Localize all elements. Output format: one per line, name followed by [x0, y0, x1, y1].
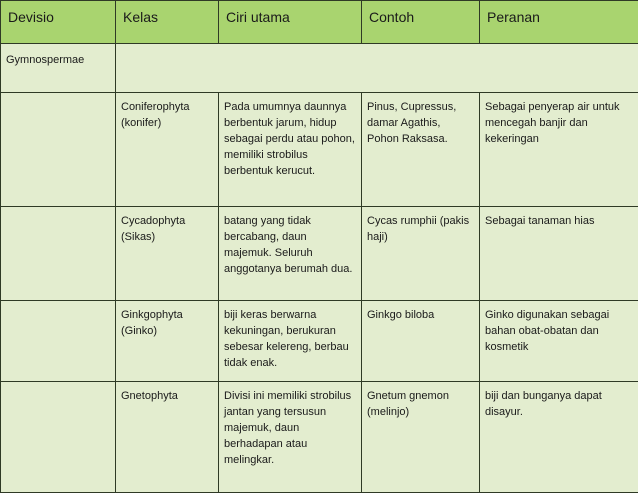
- header-peranan: Peranan: [480, 1, 638, 44]
- contoh-cell: Pinus, Cupressus, damar Agathis, Pohon Raksasa.: [362, 93, 480, 207]
- peranan-cell: Sebagai tanaman hias: [480, 207, 638, 301]
- ciri-cell: Divisi ini memiliki strobilus jantan yang tersusun majemuk, daun berhadapan atau melingkar.: [219, 382, 362, 493]
- devisio-cell: [1, 207, 116, 301]
- header-ciri-utama: Ciri utama: [219, 1, 362, 44]
- peranan-cell: Ginko digunakan sebagai bahan obat-obatan dan kosmetik: [480, 301, 638, 382]
- devisio-cell: [1, 93, 116, 207]
- kelas-cell: Gnetophyta: [116, 382, 219, 493]
- contoh-cell: Cycas rumphii (pakis haji): [362, 207, 480, 301]
- group-row: [1, 44, 638, 93]
- ciri-cell: biji keras berwarna kekuningan, berukuran sebesar kelereng, berbau tidak enak.: [219, 301, 362, 382]
- devisio-cell: [1, 301, 116, 382]
- table-row: [1, 301, 638, 382]
- group-label: Gymnospermae: [1, 44, 116, 93]
- kelas-cell: Coniferophyta (konifer): [116, 93, 219, 207]
- header-row: [1, 1, 638, 44]
- contoh-cell: Gnetum gnemon (melinjo): [362, 382, 480, 493]
- ciri-cell: Pada umumnya daunnya berbentuk jarum, hidup sebagai perdu atau pohon, memiliki strobilus berbentuk kerucut.: [219, 93, 362, 207]
- header-contoh: Contoh: [362, 1, 480, 44]
- table-row: [1, 207, 638, 301]
- ciri-cell: batang yang tidak bercabang, daun majemuk. Seluruh anggotanya berumah dua.: [219, 207, 362, 301]
- table-row: [1, 93, 638, 207]
- group-empty-cell: [116, 44, 638, 93]
- header-devisio: Devisio: [1, 1, 116, 44]
- header-kelas: Kelas: [116, 1, 219, 44]
- devisio-cell: [1, 382, 116, 493]
- kelas-cell: Ginkgophyta (Ginko): [116, 301, 219, 382]
- kelas-cell: Cycadophyta (Sikas): [116, 207, 219, 301]
- table-row: [1, 382, 638, 493]
- peranan-cell: Sebagai penyerap air untuk mencegah banjir dan kekeringan: [480, 93, 638, 207]
- peranan-cell: biji dan bunganya dapat disayur.: [480, 382, 638, 493]
- contoh-cell: Ginkgo biloba: [362, 301, 480, 382]
